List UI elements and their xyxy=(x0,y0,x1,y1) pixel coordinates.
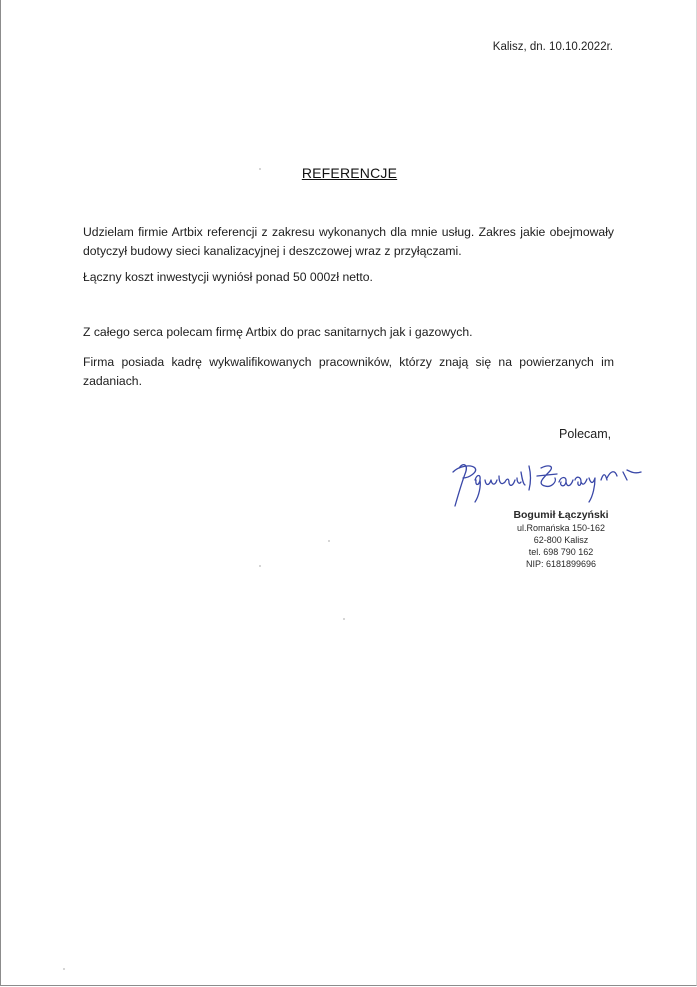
scan-speck xyxy=(259,168,261,170)
paragraph-cost: Łączny koszt inwestycji wyniósł ponad 50 000zł netto. xyxy=(83,270,373,284)
company-stamp xyxy=(491,508,631,570)
paragraph-recommendation: Z całego serca polecam firmę Artbix do prac sanitarnych jak i gazowych. xyxy=(83,325,473,339)
scan-speck xyxy=(259,565,261,567)
closing-phrase: Polecam, xyxy=(559,427,612,441)
place-date: Kalisz, dn. 10.10.2022r. xyxy=(492,41,613,53)
stamp-street: ul.Romańska 150-162 xyxy=(516,523,606,533)
paragraph-scope: Udzielam firmie Artbix referencji z zakresu wykonanych dla mnie usług. Zakres jakie obejmowały dotyczył budowy sieci kanalizacyjnej i deszczowej wraz z przyłączami. xyxy=(83,225,614,258)
stamp-name: Bogumił Łączyński xyxy=(513,509,609,521)
handwritten-signature xyxy=(445,452,655,516)
scan-speck xyxy=(328,540,330,542)
paragraph-staff: Firma posiada kadrę wykwalifikowanych pracowników, którzy znają się na powierzanych im zadaniach. xyxy=(83,355,614,388)
document-title: REFERENCJE xyxy=(301,165,398,181)
scan-speck xyxy=(343,618,345,620)
stamp-phone: tel. 698 790 162 xyxy=(528,547,594,557)
stamp-nip: NIP: 6181899696 xyxy=(525,559,597,569)
scan-speck xyxy=(63,968,65,970)
stamp-city: 62-800 Kalisz xyxy=(533,535,589,545)
